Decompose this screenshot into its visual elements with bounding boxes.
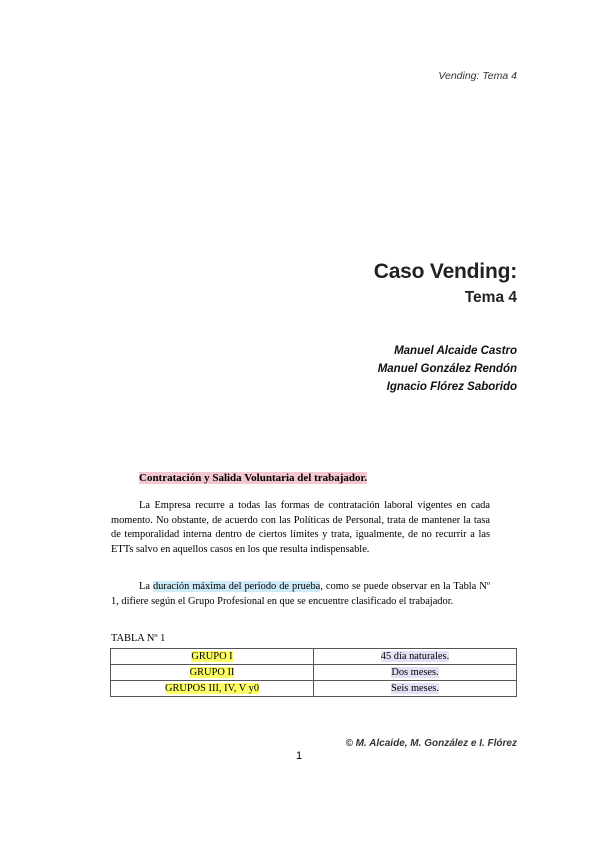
copyright-footer: © M. Alcaide, M. González e I. Flórez xyxy=(345,738,517,749)
duration-value: 45 día naturales. xyxy=(380,650,450,662)
table-row xyxy=(111,649,517,665)
duration-value: Seis meses. xyxy=(391,682,439,694)
group-label: GRUPO I xyxy=(191,650,233,662)
table-row xyxy=(111,681,517,697)
author-name: Ignacio Flórez Saborido xyxy=(386,381,517,393)
paragraph-contracting: La Empresa recurre a todas las formas de contratación laboral vigentes en cada momento. No obstante, de acuerdo con las Políticas de Personal, trata de mantener la tasa de temporalidad interna dentro de ciertos límites y trata, igualmente, de no recurrir a las ETTs salvo en aquellos casos en los que resulta indispensable. xyxy=(111,500,490,555)
table-cell-duration xyxy=(314,665,517,681)
document-subtitle: Tema 4 xyxy=(464,289,517,306)
section-heading xyxy=(139,472,367,484)
document-title: Caso Vending: xyxy=(373,260,517,283)
highlighted-phrase: duración máxima del periodo de prueba xyxy=(152,581,321,592)
probation-table xyxy=(110,648,517,697)
author-name: Manuel Alcaide Castro xyxy=(394,345,517,357)
table-caption: TABLA Nº 1 xyxy=(111,633,166,644)
table-cell-group xyxy=(111,681,314,697)
paragraph-text: La xyxy=(139,581,153,592)
group-label: GRUPOS III, IV, V y0 xyxy=(164,682,260,694)
author-name: Manuel González Rendón xyxy=(377,363,517,375)
section-heading-text: Contratación y Salida Voluntaria del trabajador. xyxy=(139,472,368,484)
table-row xyxy=(111,665,517,681)
paragraph-probation xyxy=(111,580,490,609)
table-cell-group xyxy=(111,649,314,665)
title-block xyxy=(374,257,517,309)
duration-value: Dos meses. xyxy=(391,666,439,678)
table-cell-duration xyxy=(314,681,517,697)
table-cell-group xyxy=(111,665,314,681)
table-cell-duration xyxy=(314,649,517,665)
running-header: Vending: Tema 4 xyxy=(438,70,517,82)
group-label: GRUPO II xyxy=(189,666,235,678)
page-number: 1 xyxy=(296,750,303,762)
paragraph-text: , como se puede observar en la Tabla Nº 1, difiere según el Grupo Profesional en que se encuentre clasificado el trabajador. xyxy=(111,581,490,607)
author-list xyxy=(378,342,517,396)
